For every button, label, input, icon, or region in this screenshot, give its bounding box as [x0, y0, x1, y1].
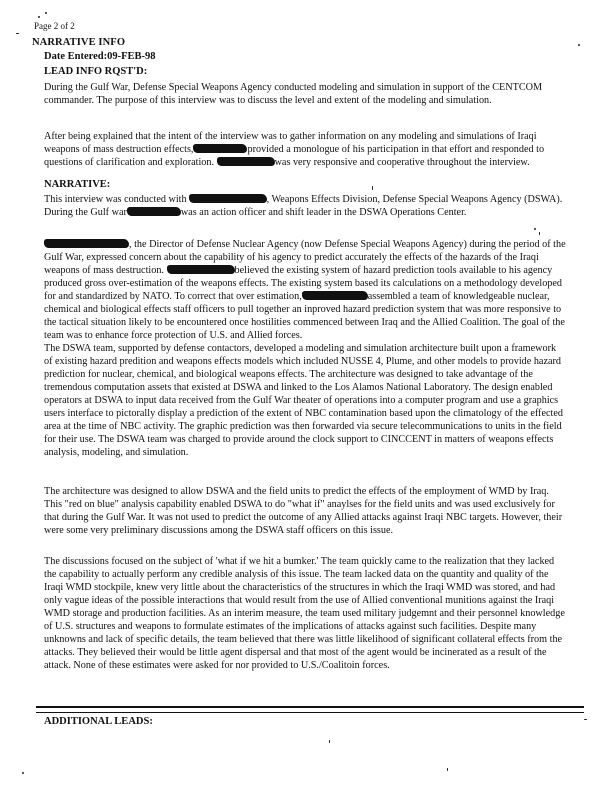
paragraph-architecture: The architecture was designed to allow DSWA and the field units to predict the effects of the employment of WMD by Iraq. This "red on blue" analysis capability enabled DSWA to do "what if" anaylses for the field units and was used exclusively for that during the Gulf War. It was not used to predict the outcome of any Allied attacks against Iraqi NBC targets. However, their were some very preliminary discussions among the DSWA staff officers on this issue.	[44, 486, 563, 536]
redaction-block	[193, 144, 247, 153]
redaction-block	[189, 194, 267, 203]
scan-speck	[534, 228, 536, 230]
scan-speck	[45, 12, 47, 14]
scan-speck	[578, 44, 580, 46]
section-title: NARRATIVE INFO	[32, 37, 126, 48]
paragraph-discussions: The discussions focused on the subject of 'what if we hit a bumker.' The team quickly came to the realization that they lacked the capability to actually perform any credible analysis of this issue. The team lacked data on the quantity and quality of the Iraqi WMD stockpile, knew very little about the characteristics of the structures in which the Iraqi WMD was stored, and had only vague ideas of the possible interactions that would result from the use of Allied conventional munitions against the Iraqi WMD storage and production facilities. As an interim measure, the team used military judgemnt and their personnel knowledge of U.S. structures and weapons to formulate estimates of the implications of attacks against such facilities. Despite many unknowns and lack of specific details, the team believed that there was little likelihood of significant collateral effects from the attacks. They believed their would be little agent dispersal and that most of the agent would be incinerated as a result of the attack. None of these estimates were asked for nor provided to U.S./Coalitoin forces.	[44, 556, 565, 671]
paragraph-text: After being explained that the intent of the interview was to gather information on any modeling and simulations of Iraqi weapons of mass destruction effects,	[44, 131, 537, 155]
redaction-block	[44, 239, 129, 248]
narrative-heading: NARRATIVE:	[44, 179, 111, 190]
paragraph-text: This interview was conducted with	[44, 194, 187, 205]
paragraph-text: , the Director of Defense Nuclear Agency (now Defense Special Weapons Agency) during the period of the Gulf War, expressed concern about the capability of his agency to predict accurately the effects of the hazards of the Iraqi weapons of mass destruction.	[44, 239, 566, 276]
scan-speck	[539, 232, 540, 235]
paragraph-text: provided a monologue of his participation in that effort and responded to questions of clarification and exploration.	[44, 144, 545, 168]
paragraph-text: believed the existing system of hazard prediction tools available to his agency produced gross over-estimation of the weapons effects. The existing system based its calculations on a methodology developed for and standardized by NATO. To correct that over estimation,	[44, 265, 563, 302]
scan-speck	[584, 719, 587, 720]
scan-speck	[38, 16, 40, 18]
additional-leads-label: ADDITIONAL LEADS:	[44, 716, 153, 727]
date-entered	[44, 51, 156, 62]
date-entered-label: Date Entered:	[44, 51, 108, 62]
paragraph-interviewee	[44, 193, 567, 219]
paragraph-dswa-team: The DSWA team, supported by defense contactors, developed a modeling and simulation architecture built upon a framework of existing hazard predition and weapons effects models which included NUSSE 4, Plume, and other models to provide hazard prediction for nuclear, chemical, and biological weapons effects. The architecture was designed to take advantage of the tremendous computation assets that existed at DSWA and linked to the Los Alamos National Laboratory. The design enabled operators at DSWA to input data received from the Gulf War theater of operations into a computer program and use a graphics users interface to pictorally display a prediction of the extent of NBC contamination based upon the climatology of the effected area at the time of NBC activity. The graphic prediction was then forwarded via secure telecommunications to units in the field for their use. The DSWA team was charged to provide around the clock support to CINCCENT in matters of weapons effects analysis, modeling, and simulation.	[44, 343, 563, 458]
paragraph-text: assembled a team of knowledgeable nuclear, chemical and biological effects staff officers to pull together an inproved hazard prediction system that was more responsive to the tactical situation likely to be encountered once hostilities commenced between Iraq and the Allied Coalition. The goal of the team was to enhance force protection of U.S. and Allied forces.	[44, 291, 565, 341]
redaction-block	[217, 157, 275, 166]
paragraph-interview-intent	[44, 130, 567, 169]
paragraph-text: was an action officer and shift leader in the DSWA Operations Center.	[180, 207, 467, 218]
scan-speck	[372, 186, 373, 190]
divider-rule	[36, 712, 584, 713]
paragraph-intro: During the Gulf War, Defense Special Weapons Agency conducted modeling and simulation in support of the CENTCOM commander. The purpose of this interview was to discuss the level and extent of the modeling and simulation.	[44, 82, 543, 106]
page-label: Page	[34, 21, 52, 31]
page-number: 2 of 2	[53, 21, 75, 31]
page-number-header	[34, 21, 75, 31]
paragraph-text: , Weapons Effects Division, Defense Special Weapons Agency (DSWA). During the Gulf war	[44, 194, 563, 218]
scan-speck	[329, 740, 330, 743]
redaction-block	[302, 291, 368, 300]
redaction-block	[167, 265, 235, 274]
divider-rule	[36, 706, 584, 708]
redaction-block	[127, 207, 181, 216]
date-entered-value: 09-FEB-98	[107, 51, 156, 62]
lead-info-label: LEAD INFO RQST'D:	[44, 66, 148, 77]
scan-speck	[447, 768, 448, 771]
paragraph-director-concern	[44, 238, 567, 342]
scan-speck	[16, 33, 19, 34]
paragraph-text: was very responsive and cooperative throughout the interview.	[274, 157, 530, 168]
scan-speck	[22, 772, 24, 774]
